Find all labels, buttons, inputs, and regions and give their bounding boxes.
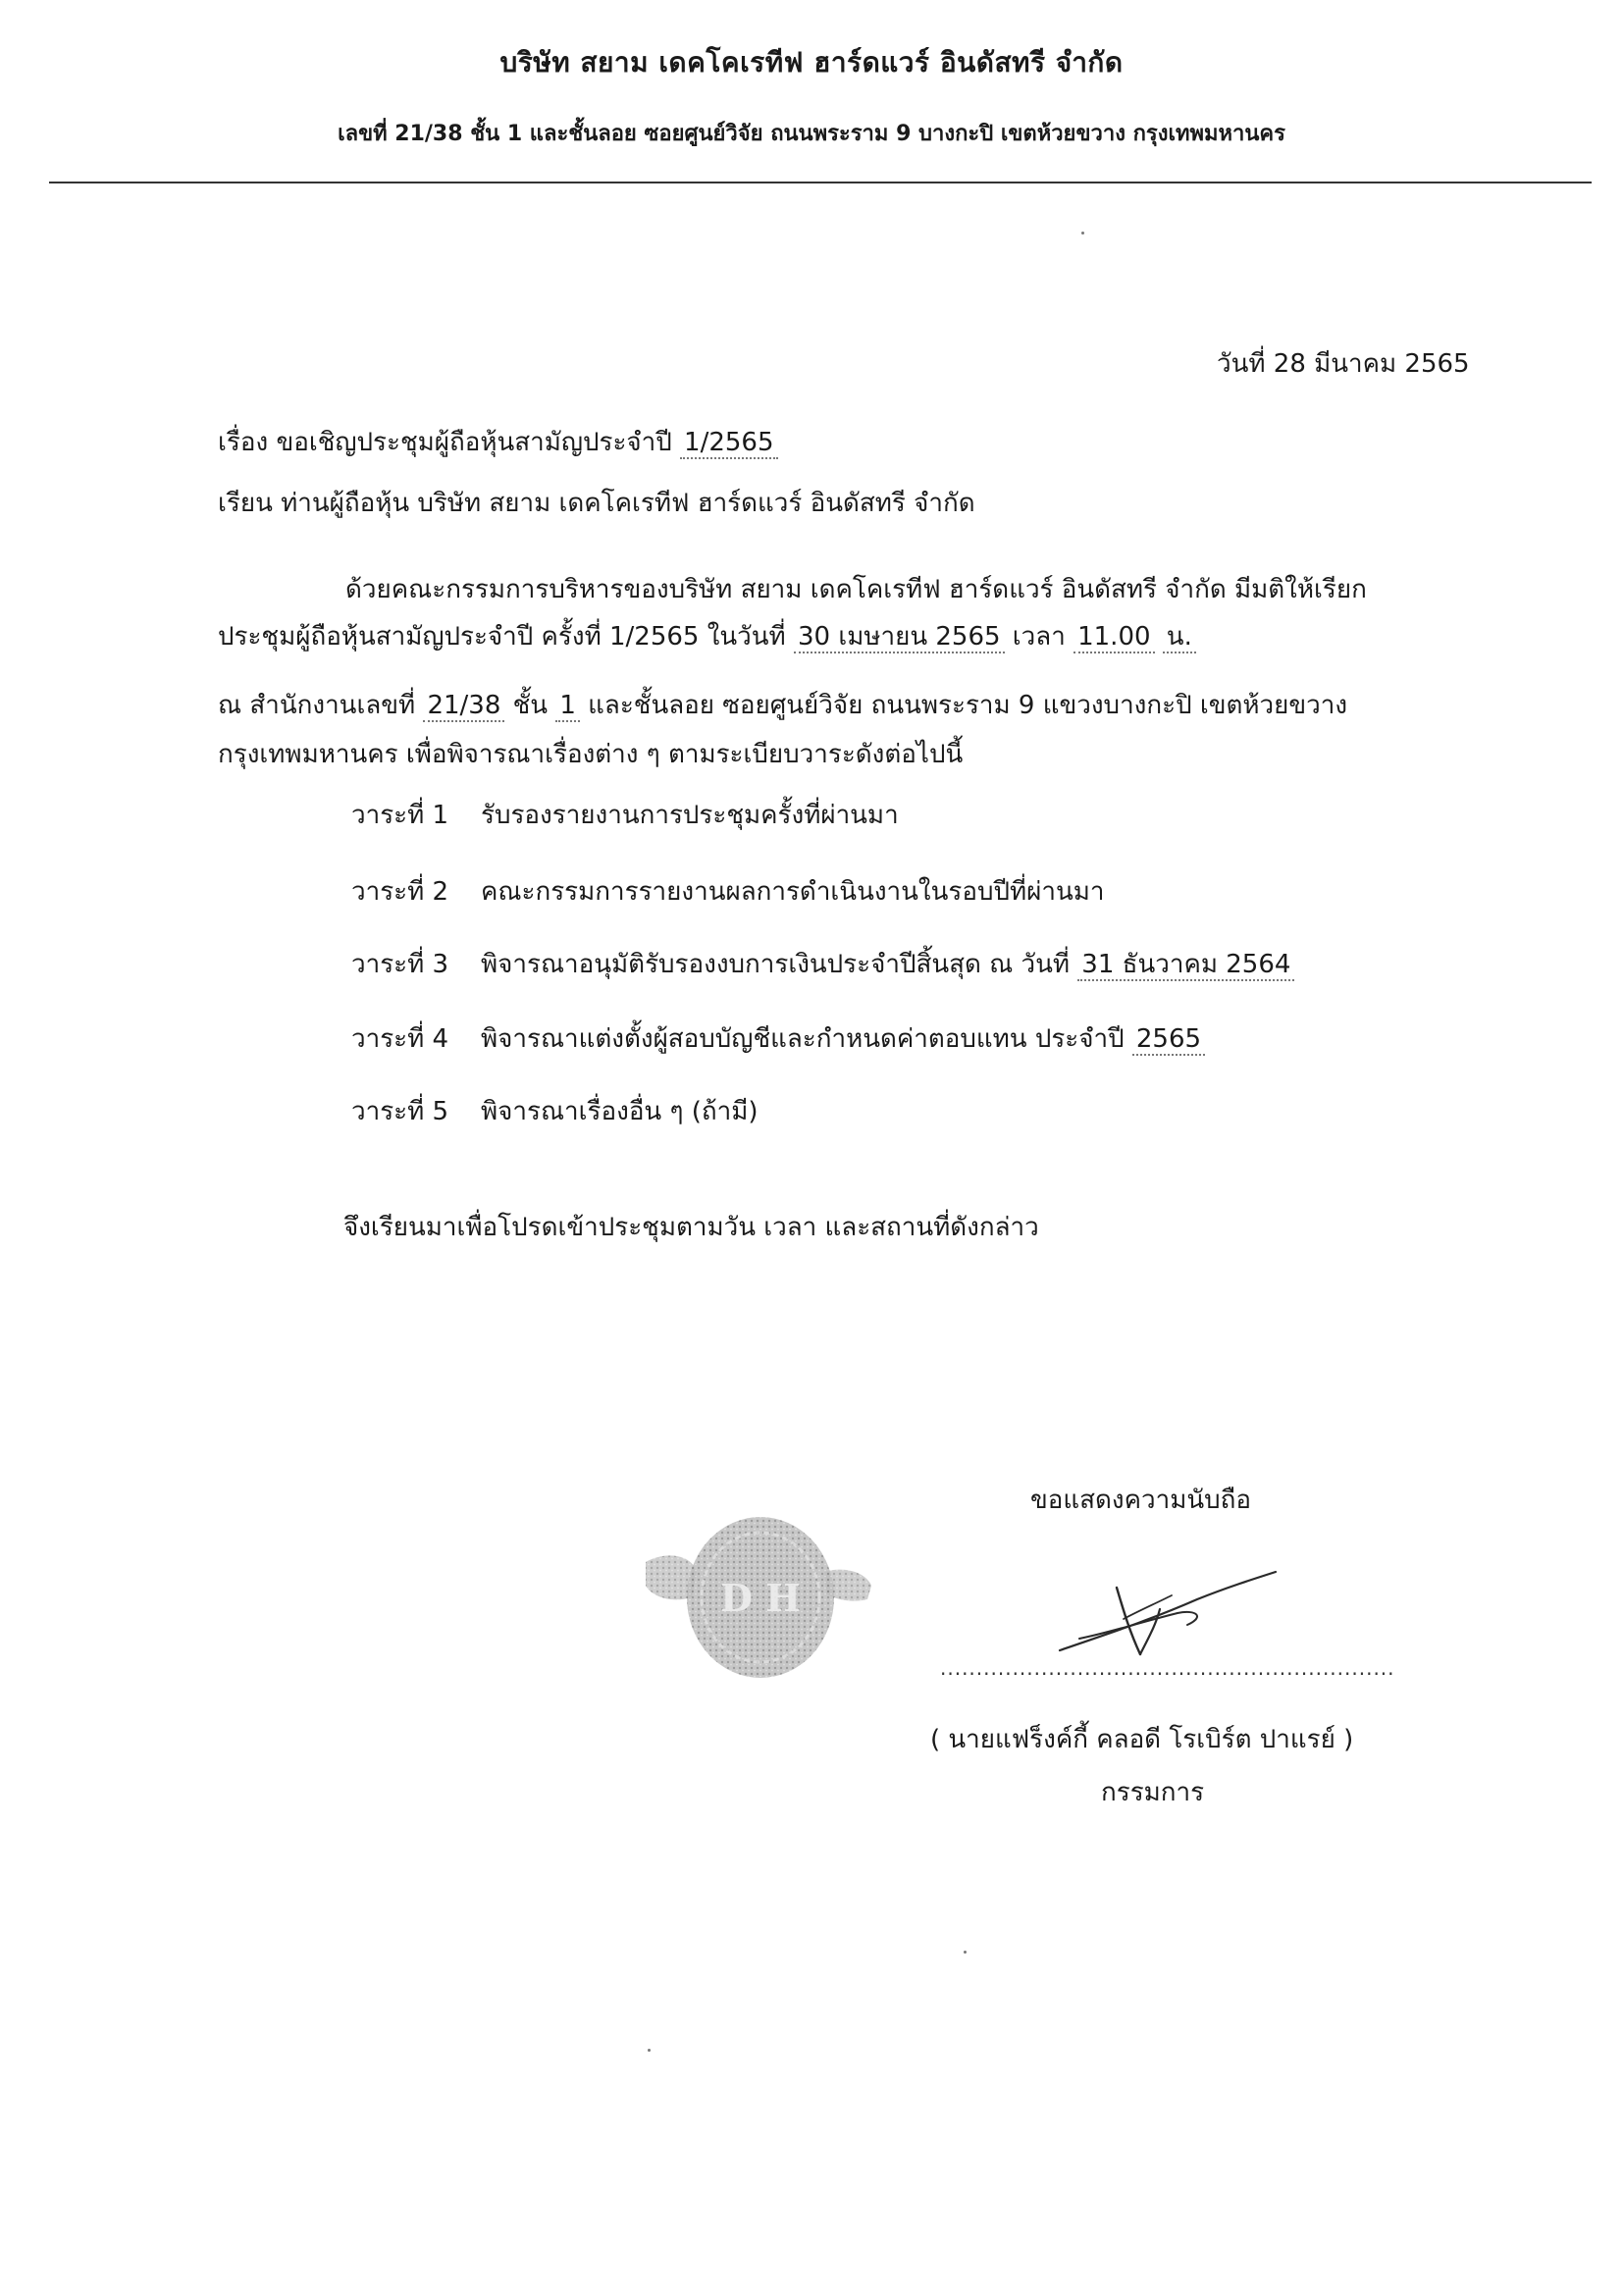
regards: ขอแสดงความนับถือ [1030, 1486, 1251, 1515]
body-line-4: กรุงเทพมหานคร เพื่อพิจารณาเรื่องต่าง ๆ ตามระเบียบวาระดังต่อไปนี้ [218, 740, 964, 769]
handwritten-signature-icon [1040, 1560, 1285, 1668]
body-line-3-b: ชั้น [512, 691, 549, 720]
office-floor: 1 [555, 691, 580, 722]
signer-name: ( นายแฟร็งค์กี้ คลอดี โรเบิร์ต ปาแรย์ ) [930, 1725, 1354, 1754]
recipient-line [218, 483, 975, 523]
body-line-1: ด้วยคณะกรรมการบริหารของบริษัท สยาม เดคโคเรทีฟ ฮาร์ดแวร์ อินดัสทรี จำกัด มีมติให้เรียก [345, 575, 1367, 604]
scan-speck [964, 1951, 967, 1954]
meeting-date: 30 เมษายน 2565 [794, 622, 1005, 653]
time-unit: น. [1163, 622, 1196, 653]
agenda-label: วาระที่ 4 [351, 1024, 449, 1054]
recipient-label: เรียน [218, 489, 273, 518]
agenda-item [481, 795, 899, 835]
recipient-text: ท่านผู้ถือหุ้น บริษัท สยาม เดคโคเรทีฟ ฮาร์ดแวร์ อินดัสทรี จำกัด [281, 489, 975, 518]
agenda-item [481, 944, 1294, 984]
subject-value: 1/2565 [680, 428, 777, 459]
body-line-2 [218, 616, 1196, 656]
agenda-extra: 2565 [1132, 1024, 1205, 1056]
svg-text:D H: D H [719, 1576, 802, 1620]
body-line-3 [218, 685, 1347, 725]
agenda-item [481, 1018, 1205, 1059]
signature-line: ............................................................... [940, 1656, 1395, 1680]
company-name: บริษัท สยาม เดคโคเรทีฟ ฮาร์ดแวร์ อินดัสทรี จำกัด [499, 46, 1124, 78]
subject-label: เรื่อง [218, 428, 269, 457]
time-label: เวลา [1012, 622, 1066, 652]
signer-title: กรรมการ [1101, 1778, 1205, 1807]
company-seal-icon [638, 1501, 883, 1688]
scan-speck [1081, 232, 1084, 235]
office-number: 21/38 [423, 691, 504, 722]
agenda-label: วาระที่ 3 [351, 950, 449, 979]
agenda-label: วาระที่ 1 [351, 801, 449, 830]
agenda-text: พิจารณาแต่งตั้งผู้สอบบัญชีและกำหนดค่าตอบแทน ประจำปี [481, 1024, 1125, 1054]
agenda-text: คณะกรรมการรายงานผลการดำเนินงานในรอบปีที่ผ่านมา [481, 877, 1105, 907]
meeting-time: 11.00 [1073, 622, 1154, 653]
agenda-label: วาระที่ 2 [351, 877, 449, 907]
agenda-label: วาระที่ 5 [351, 1097, 449, 1126]
agenda-text: รับรองรายงานการประชุมครั้งที่ผ่านมา [481, 801, 899, 830]
agenda-extra: 31 ธันวาคม 2564 [1077, 950, 1294, 981]
body-line-3-c: และชั้นลอย ซอยศูนย์วิจัย ถนนพระราม 9 แขวงบางกะปิ เขตห้วยขวาง [588, 691, 1348, 720]
agenda-item [481, 871, 1104, 912]
letter-date: วันที่ 28 มีนาคม 2565 [1217, 349, 1470, 379]
header-divider [49, 182, 1592, 183]
agenda-item [481, 1091, 758, 1131]
company-address: เลขที่ 21/38 ชั้น 1 และชั้นลอย ซอยศูนย์วิจัย ถนนพระราม 9 บางกะปิ เขตห้วยขวาง กรุงเทพมหานคร [338, 122, 1285, 146]
agenda-text: พิจารณาอนุมัติรับรองงบการเงินประจำปีสิ้นสุด ณ วันที่ [481, 950, 1071, 979]
subject-text: ขอเชิญประชุมผู้ถือหุ้นสามัญประจำปี [276, 428, 672, 457]
agenda-text: พิจารณาเรื่องอื่น ๆ (ถ้ามี) [481, 1097, 759, 1126]
subject-line [218, 422, 778, 462]
scan-speck [648, 2049, 651, 2052]
body-line-2-text: ประชุมผู้ถือหุ้นสามัญประจำปี ครั้งที่ 1/2565 ในวันที่ [218, 622, 786, 652]
closing-line: จึงเรียนมาเพื่อโปรดเข้าประชุมตามวัน เวลา และสถานที่ดังกล่าว [343, 1213, 1039, 1242]
body-line-3-a: ณ สำนักงานเลขที่ [218, 691, 416, 720]
